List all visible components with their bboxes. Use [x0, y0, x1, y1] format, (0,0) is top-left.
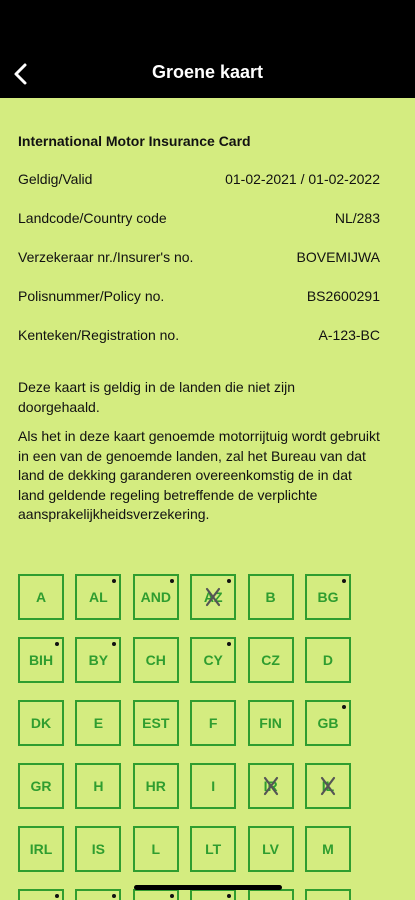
info-value: BOVEMIJWA	[296, 249, 380, 265]
country-marker-dot	[227, 894, 231, 898]
cross-out-icon	[202, 586, 224, 608]
info-value: BS2600291	[306, 288, 380, 304]
country-cell[interactable]	[248, 700, 294, 746]
country-code: CZ	[261, 652, 280, 668]
country-code: B	[265, 589, 276, 605]
country-marker-dot	[112, 579, 116, 583]
country-cell[interactable]	[133, 700, 179, 746]
country-cell[interactable]	[190, 826, 236, 872]
top-navigation-bar	[0, 0, 415, 98]
info-label: Geldig/Valid	[18, 171, 93, 187]
cross-out-icon	[317, 775, 339, 797]
country-cell[interactable]	[18, 826, 64, 872]
country-code: IRL	[29, 841, 53, 857]
country-code: CH	[145, 652, 166, 668]
card-title: International Motor Insurance Card	[18, 133, 251, 149]
country-cell[interactable]	[75, 700, 121, 746]
country-marker-dot	[112, 894, 116, 898]
country-cell[interactable]	[190, 763, 236, 809]
country-cell[interactable]	[190, 574, 236, 620]
country-code: BG	[317, 589, 339, 605]
country-cell[interactable]	[305, 826, 351, 872]
country-cell[interactable]	[18, 700, 64, 746]
country-code: CY	[203, 652, 223, 668]
country-code: GB	[317, 715, 339, 731]
info-label: Polisnummer/Policy no.	[18, 288, 165, 304]
page-title: Groene kaart	[151, 62, 264, 82]
insurance-card-details	[18, 131, 380, 525]
country-code: M	[322, 841, 334, 857]
country-code: HR	[145, 778, 166, 794]
country-cell[interactable]	[75, 763, 121, 809]
country-marker-dot	[55, 894, 59, 898]
info-label: Verzekeraar nr./Insurer's no.	[18, 249, 194, 265]
country-cell[interactable]	[305, 889, 351, 900]
country-marker-dot	[55, 642, 59, 646]
coverage-note: Als het in deze kaart genoemde motorrijtuig wordt gebruikt in een van de genoemde landen, zal het Bureau van dat land de dekking garanderen overeenkomstig de in dat land geldende regeling betreffende de verplichte aansprakelijkheidsverzekering.	[18, 428, 380, 522]
country-code: LT	[205, 841, 222, 857]
country-cell[interactable]	[248, 826, 294, 872]
country-grid	[18, 574, 351, 900]
country-cell[interactable]	[18, 574, 64, 620]
country-marker-dot	[112, 642, 116, 646]
info-row	[18, 325, 380, 364]
country-marker-dot	[342, 705, 346, 709]
country-code: H	[93, 778, 104, 794]
country-cell[interactable]	[305, 637, 351, 683]
country-code: BIH	[28, 652, 54, 668]
country-cell[interactable]	[248, 763, 294, 809]
country-code: IR	[263, 778, 278, 794]
country-marker-dot	[227, 642, 231, 646]
country-cell[interactable]	[190, 637, 236, 683]
country-code: IS	[91, 841, 105, 857]
info-value: A-123-BC	[318, 327, 380, 343]
country-code: FIN	[259, 715, 282, 731]
country-code: AL	[89, 589, 108, 605]
home-indicator	[134, 885, 282, 890]
country-code: D	[322, 652, 334, 668]
country-cell[interactable]	[75, 889, 121, 900]
country-cell[interactable]	[248, 574, 294, 620]
country-cell[interactable]	[305, 763, 351, 809]
country-cell[interactable]	[75, 826, 121, 872]
country-cell[interactable]	[75, 574, 121, 620]
country-code: GR	[30, 778, 52, 794]
country-cell[interactable]	[190, 700, 236, 746]
country-cell[interactable]	[248, 889, 294, 900]
country-code: DK	[30, 715, 52, 731]
country-code: AZ	[203, 589, 223, 605]
country-code: AND	[140, 589, 171, 605]
country-code: IL	[321, 778, 335, 794]
country-cell[interactable]	[18, 889, 64, 900]
country-code: L	[151, 841, 161, 857]
country-cell[interactable]	[133, 574, 179, 620]
country-cell[interactable]	[133, 637, 179, 683]
info-row	[18, 247, 380, 286]
info-label: Kenteken/Registration no.	[18, 327, 180, 343]
country-cell[interactable]	[190, 889, 236, 900]
info-row	[18, 169, 380, 208]
validity-note: Deze kaart is geldig in de landen die niet zijn doorgehaald.	[18, 379, 296, 415]
country-code: EST	[142, 715, 170, 731]
country-cell[interactable]	[133, 763, 179, 809]
country-code: E	[93, 715, 104, 731]
card-info-rows	[18, 169, 380, 364]
cross-out-icon	[260, 775, 282, 797]
country-marker-dot	[170, 894, 174, 898]
country-cell[interactable]	[305, 574, 351, 620]
country-cell[interactable]	[248, 637, 294, 683]
country-code: A	[35, 589, 47, 605]
country-cell[interactable]	[18, 763, 64, 809]
country-cell[interactable]	[133, 889, 179, 900]
country-cell[interactable]	[18, 637, 64, 683]
country-marker-dot	[342, 579, 346, 583]
info-row	[18, 286, 380, 325]
info-value: 01-02-2021 / 01-02-2022	[225, 171, 380, 187]
country-code: LV	[262, 841, 279, 857]
country-code: I	[211, 778, 216, 794]
country-marker-dot	[170, 579, 174, 583]
country-cell[interactable]	[133, 826, 179, 872]
info-row	[18, 208, 380, 247]
info-value: NL/283	[334, 210, 380, 226]
country-code: BY	[88, 652, 109, 668]
country-cell[interactable]	[305, 700, 351, 746]
country-cell[interactable]	[75, 637, 121, 683]
info-label: Landcode/Country code	[18, 210, 167, 226]
country-marker-dot	[227, 579, 231, 583]
country-code: F	[208, 715, 218, 731]
